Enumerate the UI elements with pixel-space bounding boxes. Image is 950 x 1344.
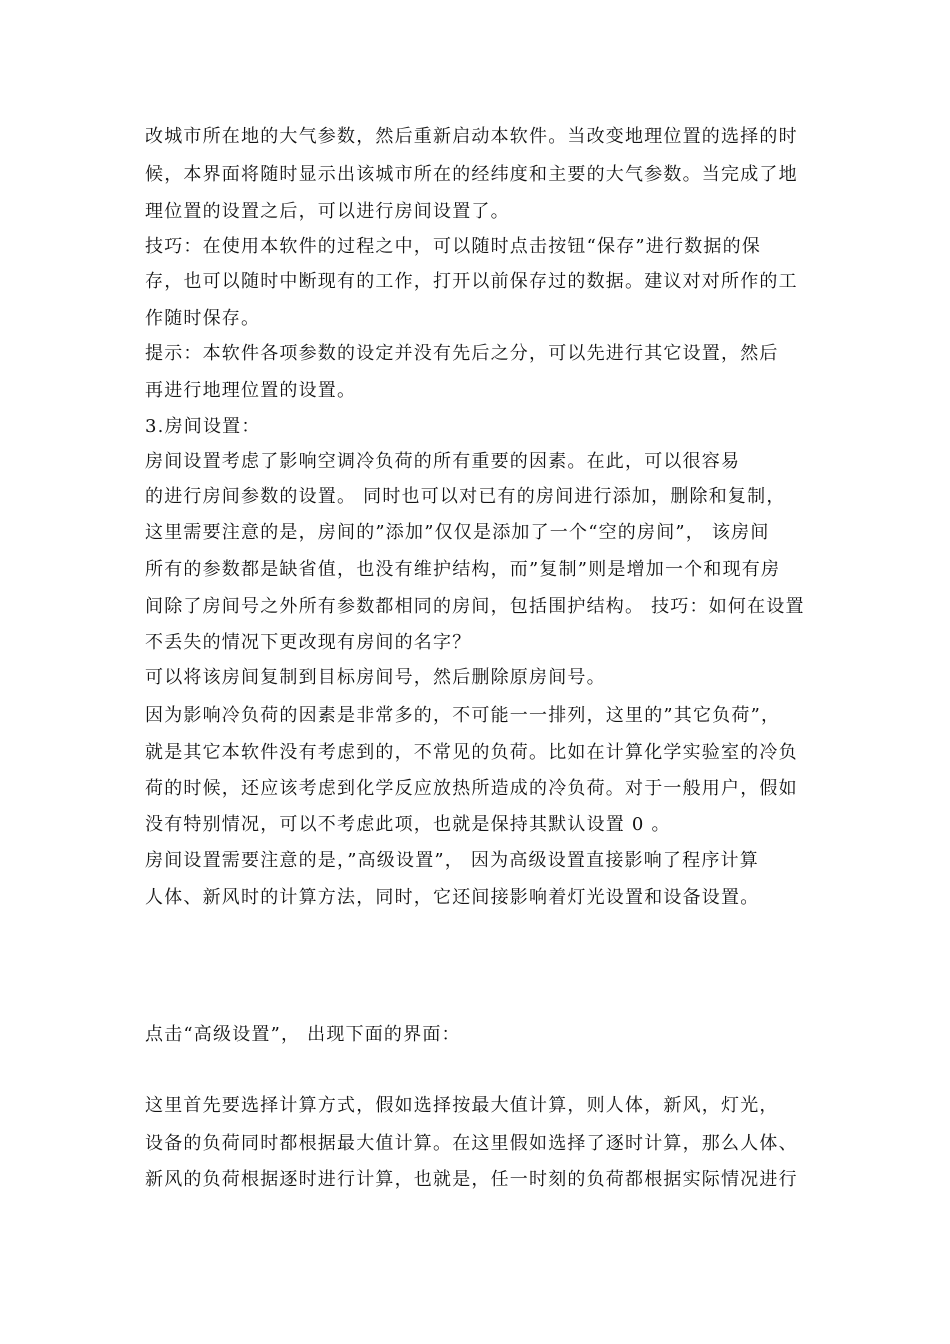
text-line: 候，本界面将随时显示出该城市所在的经纬度和主要的大气参数。当完成了地	[145, 164, 798, 185]
text-line: 所有的参数都是缺省值，也没有维护结构，而”复制”则是增加一个和现有房	[145, 559, 781, 580]
text-line: 人体、新风时的计算方法，同时，它还间接影响着灯光设置和设备设置。	[145, 887, 760, 908]
text-line: 就是其它本软件没有考虑到的，不常见的负荷。比如在计算化学实验室的冷负	[145, 742, 798, 763]
text-line: 荷的时候，还应该考虑到化学反应放热所造成的冷负荷。对于一般用户，假如	[145, 778, 798, 799]
text-line: 因为影响冷负荷的因素是非常多的，不可能一一排列，这里的”其它负荷”，	[145, 705, 781, 726]
text-line: 作随时保存。	[145, 308, 261, 329]
text-line: 改城市所在地的大气参数，然后重新启动本软件。当改变地理位置的选择的时	[145, 126, 798, 147]
section-heading: 3.房间设置：	[145, 416, 261, 437]
text-line: 可以将该房间复制到目标房间号，然后删除原房间号。	[145, 667, 606, 688]
text-line: 没有特别情况，可以不考虑此项，也就是保持其默认设置 0 。	[145, 814, 671, 835]
text-line: 这里需要注意的是，房间的”添加”仅仅是添加了一个“空的房间”， 该房间	[145, 522, 770, 543]
text-line: 房间设置需要注意的是，”高级设置”， 因为高级设置直接影响了程序计算	[145, 850, 759, 871]
text-line: 再进行地理位置的设置。	[145, 380, 357, 401]
text-line: 不丢失的情况下更改现有房间的名字？	[145, 632, 472, 653]
text-line: 点击“高级设置”， 出现下面的界面：	[145, 1024, 461, 1045]
text-line: 这里首先要选择计算方式，假如选择按最大值计算，则人体，新风，灯光，	[145, 1095, 779, 1116]
text-line: 技巧：在使用本软件的过程之中，可以随时点击按钮“保存”进行数据的保	[145, 236, 762, 257]
text-line: 房间设置考虑了影响空调冷负荷的所有重要的因素。在此，可以很容易	[145, 451, 741, 472]
text-line: 提示：本软件各项参数的设定并没有先后之分，可以先进行其它设置，然后	[145, 343, 779, 364]
text-line: 的进行房间参数的设置。 同时也可以对已有的房间进行添加，删除和复制，	[145, 486, 786, 507]
text-line: 设备的负荷同时都根据最大值计算。在这里假如选择了逐时计算，那么人体、	[145, 1133, 798, 1154]
text-line: 理位置的设置之后，可以进行房间设置了。	[145, 201, 510, 222]
text-line: 新风的负荷根据逐时进行计算，也就是，任一时刻的负荷都根据实际情况进行	[145, 1169, 798, 1190]
text-line: 间除了房间号之外所有参数都相同的房间，包括围护结构。 技巧：如何在设置	[145, 596, 805, 617]
text-line: 存，也可以随时中断现有的工作，打开以前保存过的数据。建议对对所作的工	[145, 271, 798, 292]
